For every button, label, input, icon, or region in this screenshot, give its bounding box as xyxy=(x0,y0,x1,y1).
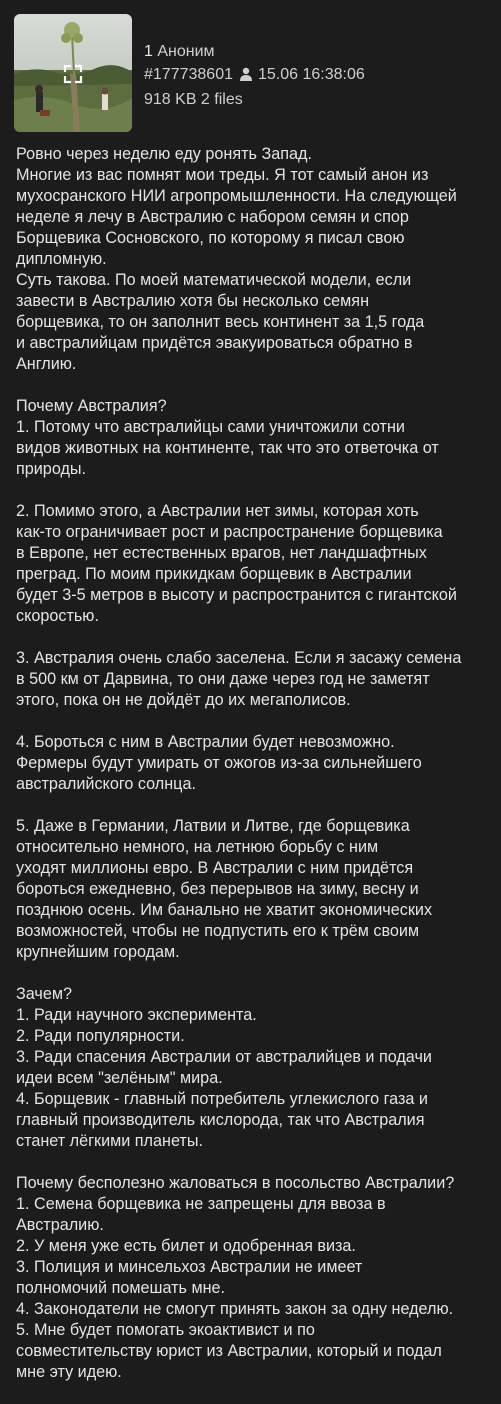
thumbnail-image xyxy=(14,14,132,132)
post-paragraph: Ровно через неделю еду ронять Запад. Многие из вас помнят мои треды. Я тот самый анон из мухосранского НИИ агропромышленности. На следующей неделе я лечу в Австралию с набором семян и спор Борщевика Сосновского, по которому я писал свою дипломную. Суть такова. По моей математической модели, если завести в Австралию хотя бы несколько семян борщевика, то он заполнит весь континент за 1,5 года и австралийцам придётся эвакуироваться обратно в Англию. xyxy=(16,145,457,373)
post-body xyxy=(16,144,491,1404)
post-title-row xyxy=(144,40,365,63)
attachment-thumbnail[interactable] xyxy=(14,14,132,132)
post-meta xyxy=(144,40,365,111)
post-paragraph: 5. Даже в Германии, Латвии и Литве, где борщевика относительно немного, на летнюю борьбу с ним уходят миллионы евро. В Австралии с ним придётся бороться ежедневно, без перерывов на зиму, весну и позднюю осень. Им банально не хватит экономических возможностей, чтобы не подпустить его к трём своим крупнейшим городам. xyxy=(16,817,433,961)
post-index: 1 xyxy=(144,43,153,60)
post-paragraph: Почему Австралия? 1. Потому что австралийцы сами уничтожили сотни видов животных на континенте, так что это ответочка от природы. xyxy=(16,397,439,478)
post-paragraph: Зачем? 1. Ради научного эксперимента. 2. Ради популярности. 3. Ради спасения Австралии от австралийцев и подачи идеи всем "зелёным" мира. 4. Борщевик - главный потребитель углекислого газа и главный производитель кислорода, так что Австралия станет лёгкими планеты. xyxy=(16,985,432,1150)
user-icon xyxy=(239,65,253,88)
file-info-row xyxy=(144,88,365,111)
post-id-row xyxy=(144,63,365,88)
post-paragraph: 2. Помимо этого, а Австралии нет зимы, которая хоть как-то ограничивает рост и распространение борщевика в Европе, нет естественных врагов, нет ландшафтных преград. По моим прикидкам борщевик в Австралии будет 3-5 метров в высоту и распространится с гигантской скоростью. xyxy=(16,502,457,625)
file-info: 918 KB 2 files xyxy=(144,91,243,108)
post-paragraph: 4. Бороться с ним в Австралии будет невозможно. Фермеры будут умирать от ожогов из-за сильнейшего австралийского солнца. xyxy=(16,733,422,793)
post-datetime: 15.06 16:38:06 xyxy=(257,66,365,83)
post-number[interactable]: #177738601 xyxy=(144,66,233,83)
post-header xyxy=(14,14,484,134)
post-paragraph: Почему бесполезно жаловаться в посольство Австралии? 1. Семена борщевика не запрещены для ввоза в Австралию. 2. У меня уже есть билет и одобренная виза. 3. Полиция и минсельхоз Австралии не имеет полномочий помешать мне. 4. Законодатели не смогут принять закон за одну неделю. 5. Мне будет помогать экоактивист и по совместительству юрист из Австралии, который и подал мне эту идею. xyxy=(16,1174,455,1381)
post-paragraph: 3. Австралия очень слабо заселена. Если я засажу семена в 500 км от Дарвина, то они даже через год не заметят этого, пока он не дойдёт до их мегаполисов. xyxy=(16,649,462,709)
post-author: Аноним xyxy=(157,43,215,60)
